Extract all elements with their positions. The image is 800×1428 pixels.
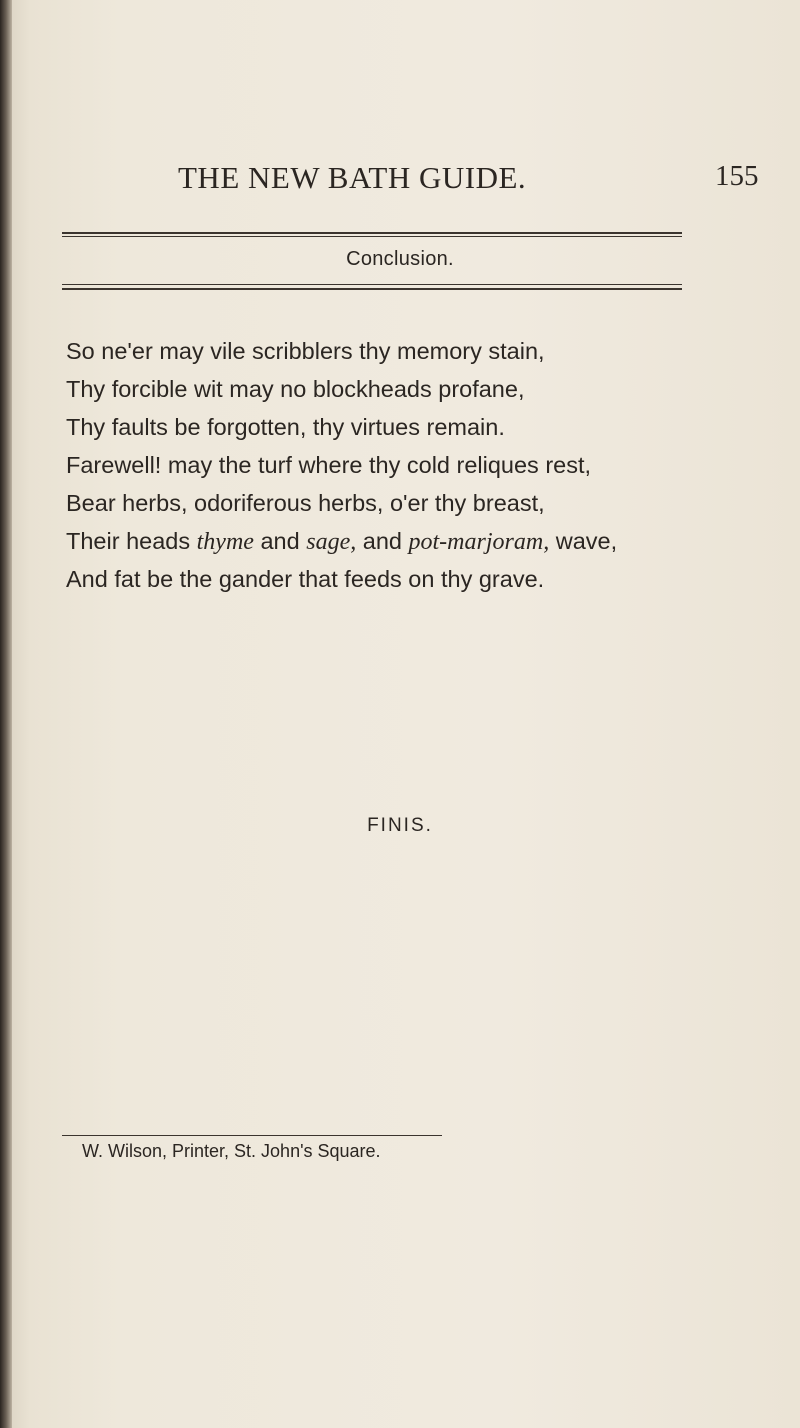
poem-line-6-d: wave,	[549, 528, 618, 554]
printer-imprint: W. Wilson, Printer, St. John's Square.	[82, 1141, 381, 1161]
poem-line-6-a: Their heads	[66, 528, 197, 554]
poem-line-5: Bear herbs, odoriferous herbs, o'er thy breast,	[66, 490, 545, 516]
poem-line-6-b: and	[253, 528, 307, 554]
italic-pot-marjoram: pot-marjoram,	[408, 529, 550, 555]
poem-line-7: And fat be the gander that feeds on thy grave.	[66, 566, 545, 592]
page-number: 155	[715, 160, 759, 192]
top-rule-thin	[62, 236, 682, 237]
imprint-rule	[62, 1135, 442, 1136]
poem-stanza	[66, 332, 756, 598]
poem-line-6-c: and	[356, 528, 409, 554]
poem-line-6	[66, 522, 756, 560]
page-header	[0, 160, 800, 200]
bottom-rule-thin	[62, 284, 682, 285]
running-title: THE NEW BATH GUIDE.	[178, 160, 527, 195]
top-rule-thick	[62, 232, 682, 234]
poem-line-1: So ne'er may vile scribblers thy memory stain,	[66, 338, 545, 364]
poem-line-2: Thy forcible wit may no blockheads profane,	[66, 376, 525, 402]
italic-sage: sage,	[306, 529, 357, 555]
bottom-rule-thick	[62, 288, 682, 290]
finis-label: FINIS.	[367, 815, 433, 836]
poem-line-4: Farewell! may the turf where thy cold reliques rest,	[66, 452, 592, 478]
section-title: Conclusion.	[346, 248, 454, 270]
italic-thyme: thyme	[196, 529, 254, 555]
poem-line-3: Thy faults be forgotten, thy virtues remain.	[66, 414, 505, 440]
page-binding-edge	[0, 0, 12, 1428]
